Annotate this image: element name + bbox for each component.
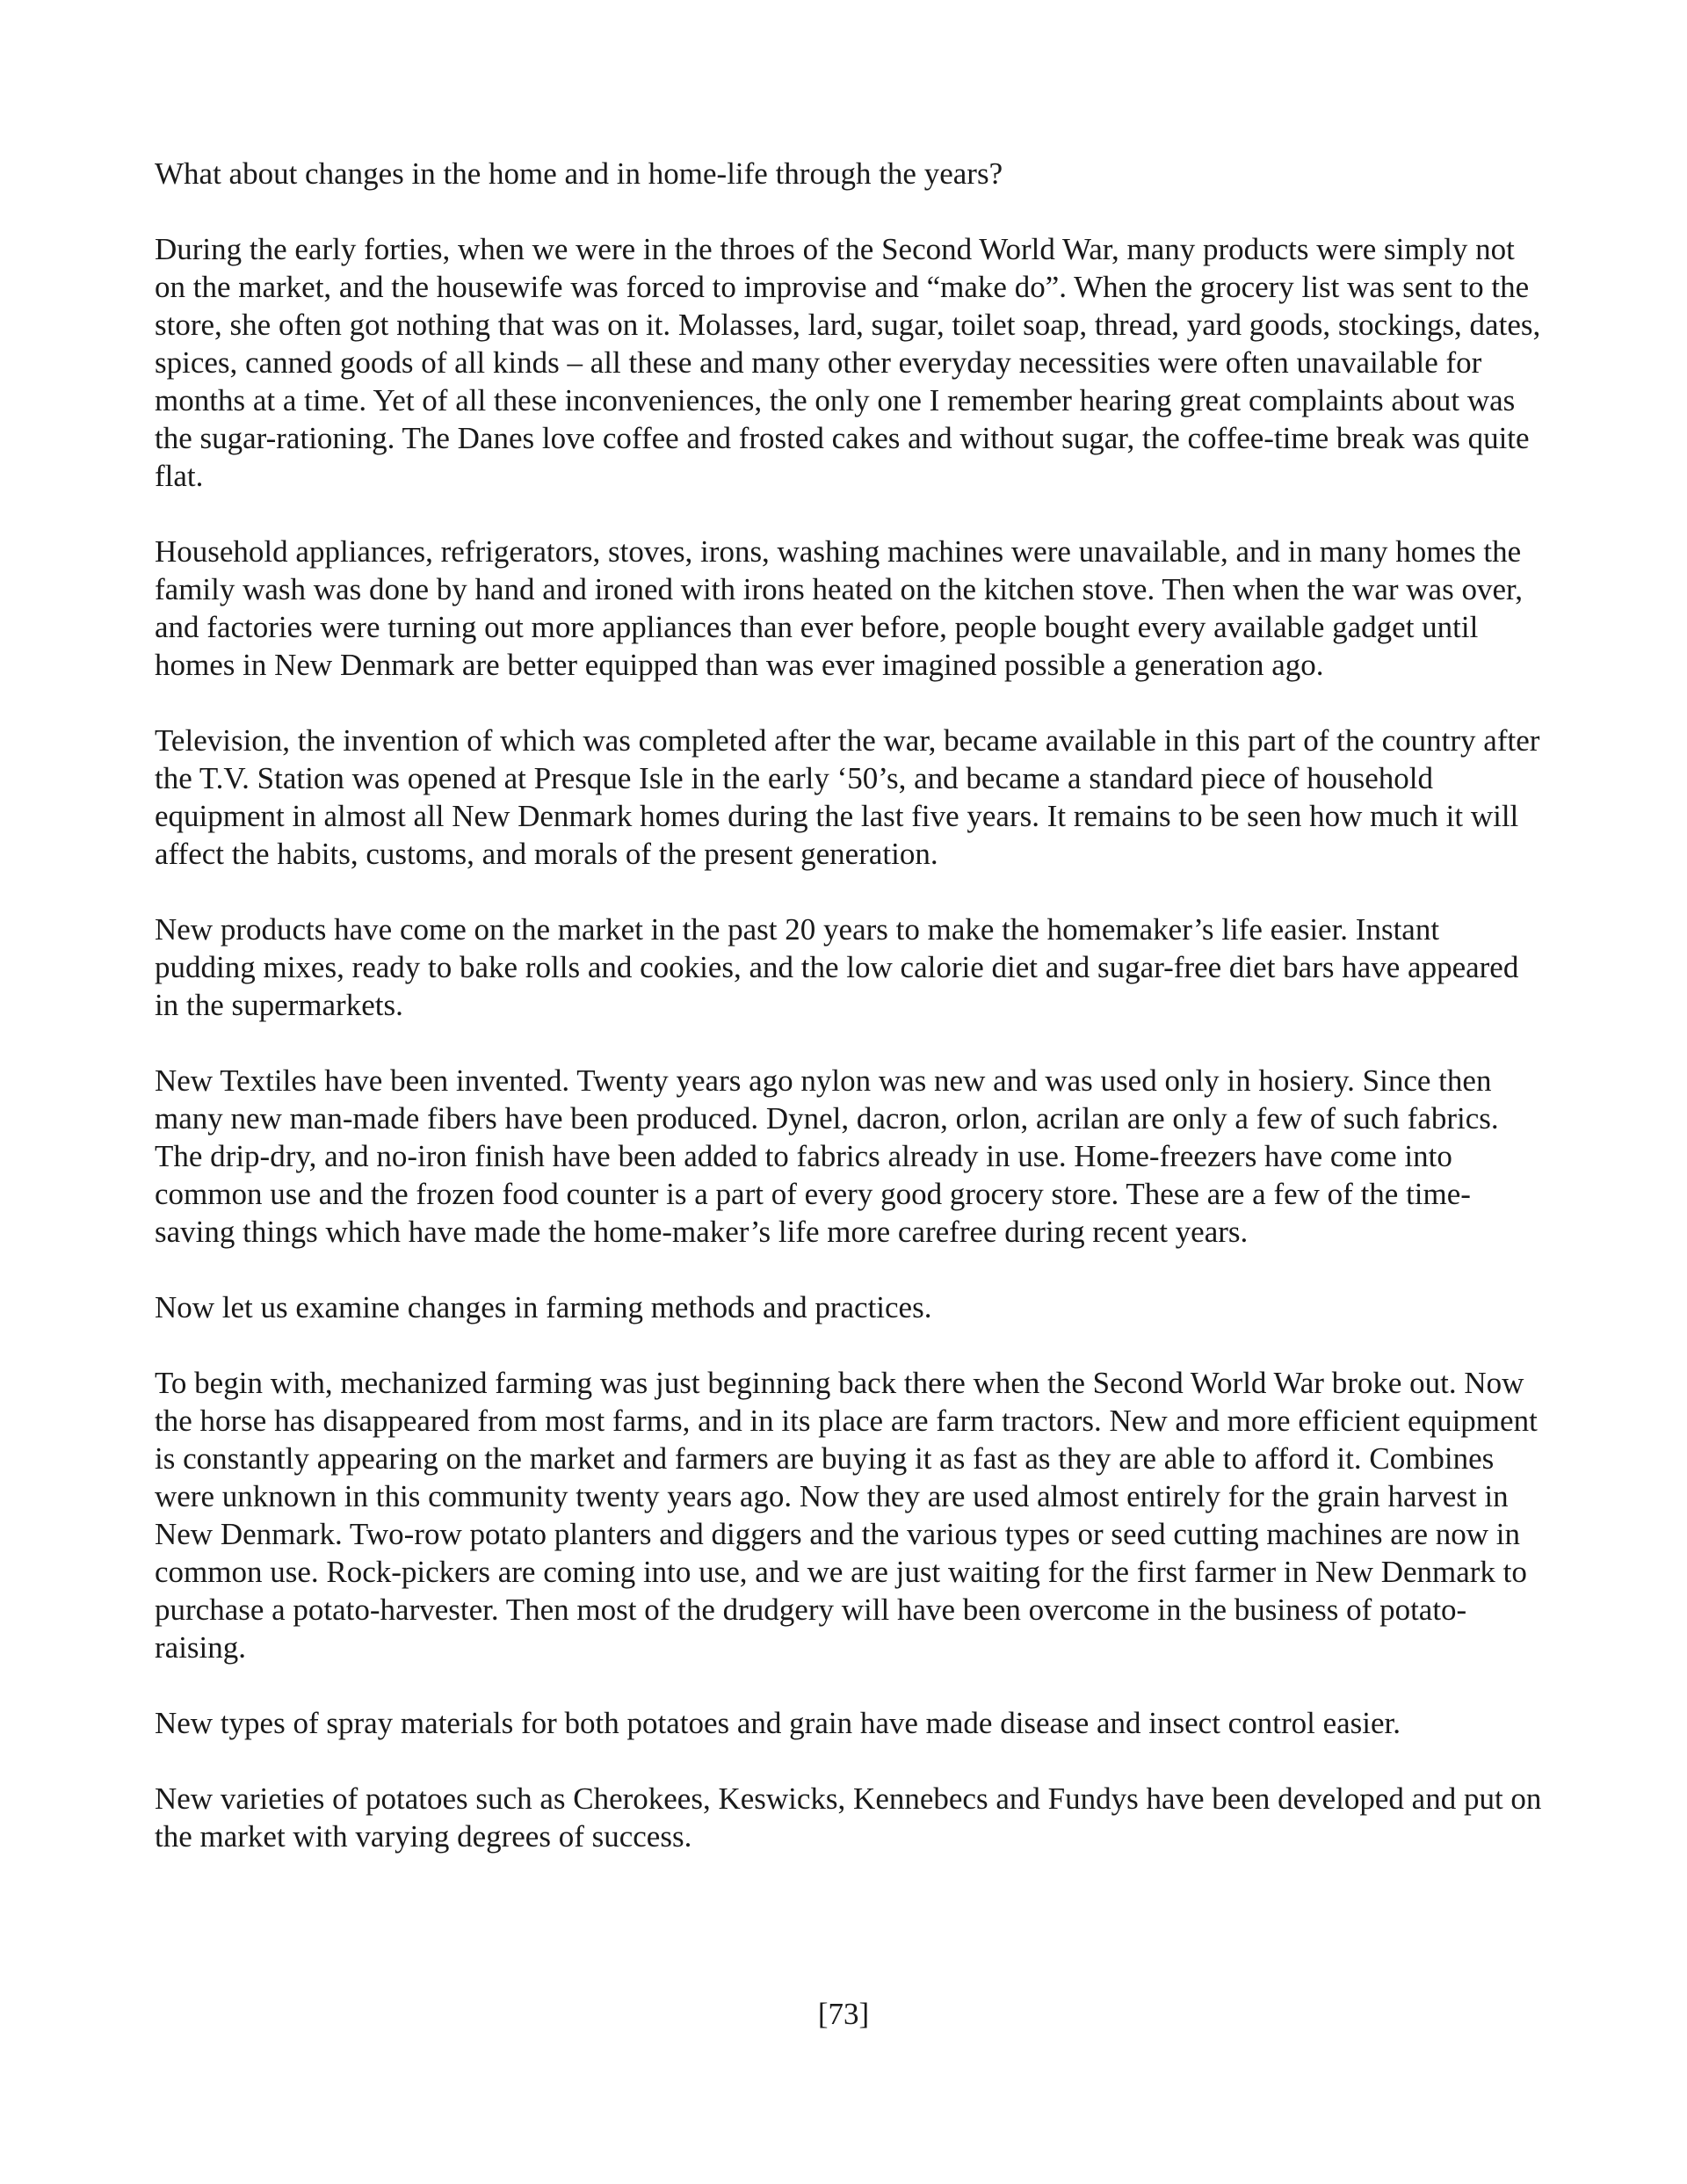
paragraph-mechanized-farming: To begin with, mechanized farming was just beginning back there when the Second World War broke out. Now the horse has disappeared from most farms, and in its place are farm tractors. New and more efficient equipment is constantly appearing on the market and farmers are buying it as fast as they are able to afford it. Combines were unknown in this community twenty years ago. Now they are used almost entirely for the grain harvest in New Denmark. Two-row potato planters and diggers and the various types or seed cutting machines are now in common use. Rock-pickers are coming into use, and we are just waiting for the first farmer in New Denmark to purchase a potato-harvester. Then most of the drudgery will have been overcome in the business of potato-raising.: [155, 1366, 1538, 1665]
paragraph-new-textiles: New Textiles have been invented. Twenty years ago nylon was new and was used only in hosiery. Since then many new man-made fibers have been produced. Dynel, dacron, orlon, acrilan are only a few of such fabrics. The drip-dry, and no-iron finish have been added to fabrics already in use. Home-freezers have come into common use and the frozen food counter is a part of every good grocery store. These are a few of the time-saving things which have made the home-maker’s life more carefree during recent years.: [155, 1063, 1499, 1249]
paragraph-household-appliances: Household appliances, refrigerators, stoves, irons, washing machines were unavailable, and in many homes the family wash was done by hand and ironed with irons heated on the kitchen stove. Then when the war was over, and factories were turning out more appliances than ever before, people bought every available gadget until homes in New Denmark are better equipped than was ever imagined possible a generation ago.: [155, 534, 1523, 682]
paragraph-farming-intro: Now let us examine changes in farming methods and practices.: [155, 1290, 932, 1324]
paragraph-wartime-shortages: During the early forties, when we were in the throes of the Second World War, many products were simply not on the market, and the housewife was forced to improvise and “make do”. When the grocery list was sent to the store, she often got nothing that was on it. Molasses, lard, sugar, toilet soap, thread, yard goods, stockings, dates, spices, canned goods of all kinds – all these and many other everyday necessities were often unavailable for months at a time. Yet of all these inconveniences, the only one I remember hearing great complaints about was the sugar-rationing. The Danes love coffee and frosted cakes and without sugar, the coffee-time break was quite flat.: [155, 232, 1541, 493]
paragraph-potato-varieties: New varieties of potatoes such as Cherokees, Keswicks, Kennebecs and Fundys have been developed and put on the market with varying degrees of success.: [155, 1781, 1542, 1854]
paragraph-home-life-question: What about changes in the home and in home-life through the years?: [155, 156, 1003, 191]
paragraph-spray-materials: New types of spray materials for both potatoes and grain have made disease and insect control easier.: [155, 1706, 1401, 1740]
paragraph-new-products: New products have come on the market in the past 20 years to make the homemaker’s life easier. Instant pudding mixes, ready to bake rolls and cookies, and the low calorie diet and sugar-free diet bars have appeared in the supermarkets.: [155, 912, 1519, 1022]
page-number: [73]: [817, 1997, 870, 2031]
document-body: [155, 155, 1543, 1893]
paragraph-television: Television, the invention of which was completed after the war, became available in this part of the country after the T.V. Station was opened at Presque Isle in the early ‘50’s, and became a standard piece of household equipment in almost all New Denmark homes during the last five years. It remains to be seen how much it will affect the habits, customs, and morals of the present generation.: [155, 723, 1540, 871]
